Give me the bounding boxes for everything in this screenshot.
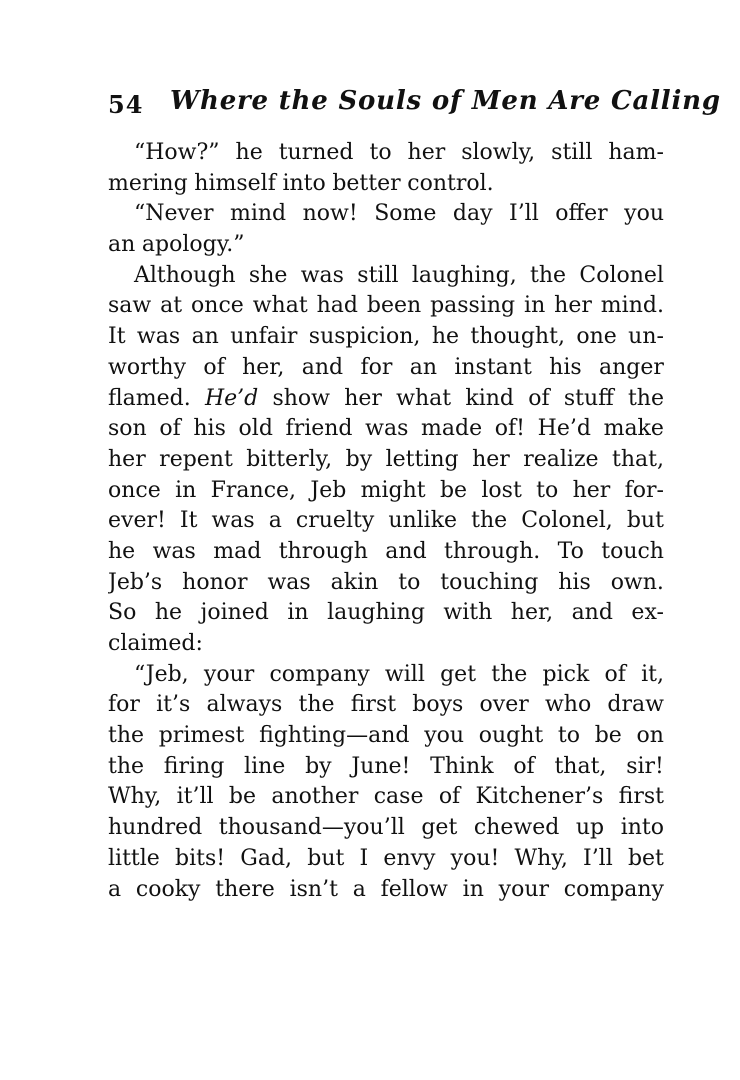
text-line: son of his old friend was made of! He’d make (108, 416, 664, 442)
text-line: saw at once what had been passing in her mind. (108, 293, 664, 319)
text-line: Why, it’ll be another case of Kitchener’s first (108, 784, 664, 810)
text-line: “How?” he turned to her slowly, still ham- (134, 140, 664, 165)
text-line: So he joined in laughing with her, and ex- (108, 600, 664, 626)
text-line: “Jeb, your company will get the pick of it, (134, 661, 664, 687)
text-line: the primest fighting—and you ought to be on (108, 723, 664, 749)
text-line: Jeb’s honor was akin to touching his own. (108, 569, 664, 595)
text-line: for it’s always the first boys over who draw (108, 692, 664, 718)
text-line: once in France, Jeb might be lost to her for- (108, 477, 664, 503)
text-line: worthy of her, and for an instant his anger (108, 354, 664, 380)
text-line: he was mad through and through. To touch (108, 538, 664, 564)
text-line: hundred thousand—you’ll get chewed up into (108, 815, 664, 841)
text-line: flamed. He’d show her what kind of stuff the (108, 385, 664, 411)
running-head (108, 86, 721, 126)
running-title: Where the Souls of Men Are Calling (170, 86, 721, 116)
page-number: 54 (108, 90, 144, 119)
text-line: her repent bitterly, by letting her realize that, (108, 446, 664, 472)
text-line: mering himself into better control. (108, 170, 494, 196)
text-line: a cooky there isn’t a fellow in your company (108, 876, 664, 902)
text-line: “Never mind now! Some day I’ll offer you (134, 201, 664, 227)
text-line: the firing line by June! Think of that, sir! (108, 753, 664, 779)
text-line: It was an unfair suspicion, he thought, one un- (108, 324, 664, 350)
text-line: ever! It was a cruelty unlike the Colonel, but (108, 508, 664, 534)
text-line: claimed: (108, 631, 203, 656)
text-line: an apology.” (108, 232, 245, 258)
text-line: little bits! Gad, but I envy you! Why, I’ll bet (108, 845, 664, 871)
body-text (108, 138, 664, 905)
text-line: Although she was still laughing, the Colonel (134, 262, 664, 288)
